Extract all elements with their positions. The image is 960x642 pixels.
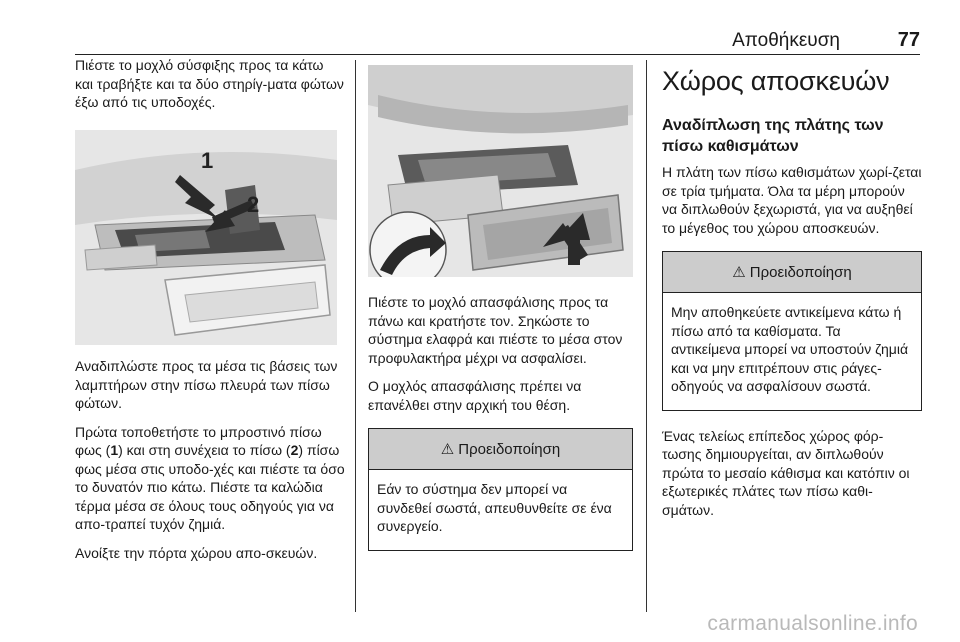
col1-p3-e: ) πίσω φως μέσα στις υποδο-χές και πιέστε τα όσο το δυνατόν πιο κάτω. Πιέστε τα καλώδια τέρμα μέσα σε όλους τους οδηγούς για να απο-τραπεί τυχόν ζημιά. — [75, 442, 345, 532]
warning-text: Εάν το σύστημα δεν μπορεί να συνδεθεί σωστά, απευθυνθείτε σε ένα συνεργείο. — [377, 481, 612, 534]
col1-paragraph-2: Αναδιπλώστε προς τα μέσα τις βάσεις των λαμπτήρων στην πίσω πλευρά των πίσω φώτων. — [75, 358, 338, 411]
warning-title: Προειδοποίηση — [458, 440, 561, 458]
warning-body — [369, 470, 632, 550]
page-number: 77 — [897, 29, 920, 51]
col2-paragraph-1: Πιέστε το μοχλό απασφάλισης προς τα πάνω και κρατήστε τον. Σηκώστε το σύστημα ελαφρά και πιέστε το μέσα στον προφυλακτήρα μέχρι να ασφαλίσει. — [368, 294, 623, 366]
column-2 — [368, 293, 633, 614]
col1-p3-c: ) και στη συνέχεια το πίσω ( — [118, 442, 291, 458]
col1-p3-ref1: 1 — [110, 442, 119, 458]
col1-paragraph-3 — [75, 423, 345, 534]
fold-seat-subheading: Αναδίπλωση της πλάτης των πίσω καθισμάτων — [662, 117, 884, 155]
section-title: Αποθήκευση — [732, 30, 840, 51]
warning-title: Προειδοποίηση — [749, 263, 852, 281]
col1-p3-a: Πρώτα τοποθετήστε το μπροστινό πίσω φως ( — [75, 423, 322, 458]
column-divider-1 — [355, 60, 356, 612]
bumper-figure — [368, 65, 633, 277]
tail-light-illustration — [75, 130, 337, 345]
watermark-text: carmanualsonline.info — [707, 612, 918, 635]
warning-text: Μην αποθηκεύετε αντικείμενα κάτω ή πίσω από τα καθίσματα. Τα αντικείμενα μπορεί να υποστούν ζημιά και να μην επιτρέπουν στις ράγες-οδηγούς να ασφαλίσουν σωστά. — [671, 304, 909, 394]
warning-header — [369, 429, 632, 470]
column-3 — [662, 56, 922, 614]
callout-1: 1 — [201, 148, 214, 173]
warning-header — [663, 252, 921, 293]
warning-box-col3 — [662, 251, 922, 411]
callout-2: 2 — [247, 192, 260, 217]
tail-light-figure — [75, 130, 337, 345]
column-1-lower — [75, 357, 345, 614]
col3-paragraph-2: Ένας τελείως επίπεδος χώρος φόρ-τωσης δημιουργείται, αν διπλωθούν πρώτα το μεσαίο κάθισμα και κατόπιν οι εξωτερικές πλάτες των πίσω καθι-σμάτων. — [662, 427, 910, 518]
col1-paragraph-1: Πιέστε το μοχλό σύσφιξης προς τα κάτω και τραβήξτε και τα δύο στηρίγ-ματα φώτων έξω από τις υποδοχές. — [75, 57, 344, 110]
bumper-illustration — [368, 65, 633, 277]
luggage-heading: Χώρος αποσκευών — [662, 66, 890, 96]
warning-icon: ⚠ — [732, 264, 746, 281]
page-header — [75, 0, 920, 55]
col1-paragraph-4: Ανοίξτε την πόρτα χώρου απο-σκευών. — [75, 544, 318, 561]
column-divider-2 — [646, 60, 647, 612]
warning-body — [663, 293, 921, 410]
col3-paragraph-1: Η πλάτη των πίσω καθισμάτων χωρί-ζεται σε τρία τμήματα. Όλα τα μέρη μπορούν να διπλωθούν ξεχωριστά, για να αυξηθεί το μέγεθος του χώρου αποσκευών. — [662, 164, 922, 236]
col1-p3-ref2: 2 — [290, 442, 299, 458]
col2-paragraph-2: Ο μοχλός απασφάλισης πρέπει να επανέλθει στην αρχική του θέση. — [368, 378, 582, 413]
warning-box-col2 — [368, 428, 633, 551]
warning-icon: ⚠ — [440, 441, 455, 458]
